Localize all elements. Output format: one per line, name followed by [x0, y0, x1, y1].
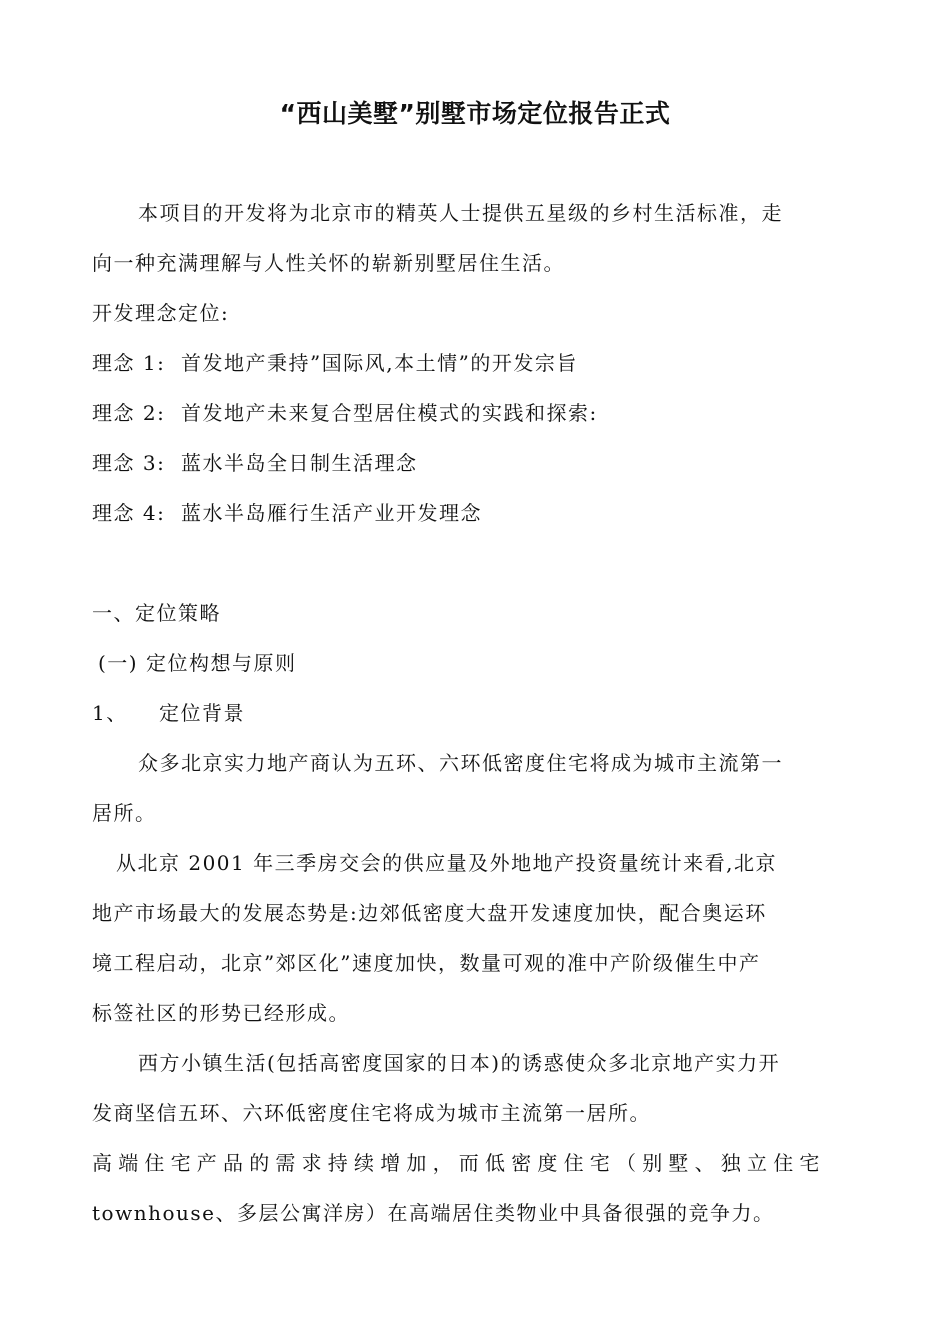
para-2-line-4: 标签社区的形势已经形成。	[92, 1001, 350, 1025]
intro-line-1: 本项目的开发将为北京市的精英人士提供五星级的乡村生活标准，走	[138, 201, 783, 225]
concepts-heading: 开发理念定位:	[92, 301, 230, 325]
para-3-line-1: 西方小镇生活(包括高密度国家的日本)的诱惑使众多北京地产实力开	[138, 1051, 781, 1075]
item-label: 定位背景	[159, 701, 245, 725]
subsection-heading: (一) 定位构想与原则	[98, 651, 297, 675]
concept-3: 理念 3: 蓝水半岛全日制生活理念	[92, 451, 418, 475]
item-heading	[92, 698, 862, 728]
section-heading: 一、定位策略	[92, 601, 221, 625]
para-2-line-3: 境工程启动，北京”郊区化”速度加快，数量可观的准中产阶级催生中产	[92, 951, 761, 975]
para-2-line-2: 地产市场最大的发展态势是:边郊低密度大盘开发速度加快，配合奥运环	[92, 901, 767, 925]
concept-4: 理念 4: 蓝水半岛雁行生活产业开发理念	[92, 501, 483, 525]
concept-2: 理念 2: 首发地产未来复合型居住模式的实践和探索:	[92, 401, 598, 425]
para-4-line-2: townhouse、多层公寓洋房）在高端居住类物业中具备很强的竞争力。	[92, 1201, 775, 1225]
para-1-line-2: 居所。	[92, 801, 157, 825]
intro-line-2: 向一种充满理解与人性关怀的崭新别墅居住生活。	[92, 251, 565, 275]
concept-1: 理念 1: 首发地产秉持”国际风,本土情”的开发宗旨	[92, 351, 578, 375]
para-3-line-2: 发商坚信五环、六环低密度住宅将成为城市主流第一居所。	[92, 1101, 651, 1125]
para-4-line-1: 高端住宅产品的需求持续增加，而低密度住宅（别墅、独立住宅	[92, 1151, 826, 1175]
para-1-line-1: 众多北京实力地产商认为五环、六环低密度住宅将成为城市主流第一	[138, 751, 783, 775]
document-title: “西山美墅”别墅市场定位报告正式	[279, 99, 671, 128]
item-number: 1、	[92, 701, 128, 725]
para-2-line-1: 从北京 2001 年三季房交会的供应量及外地地产投资量统计来看,北京	[116, 851, 777, 875]
